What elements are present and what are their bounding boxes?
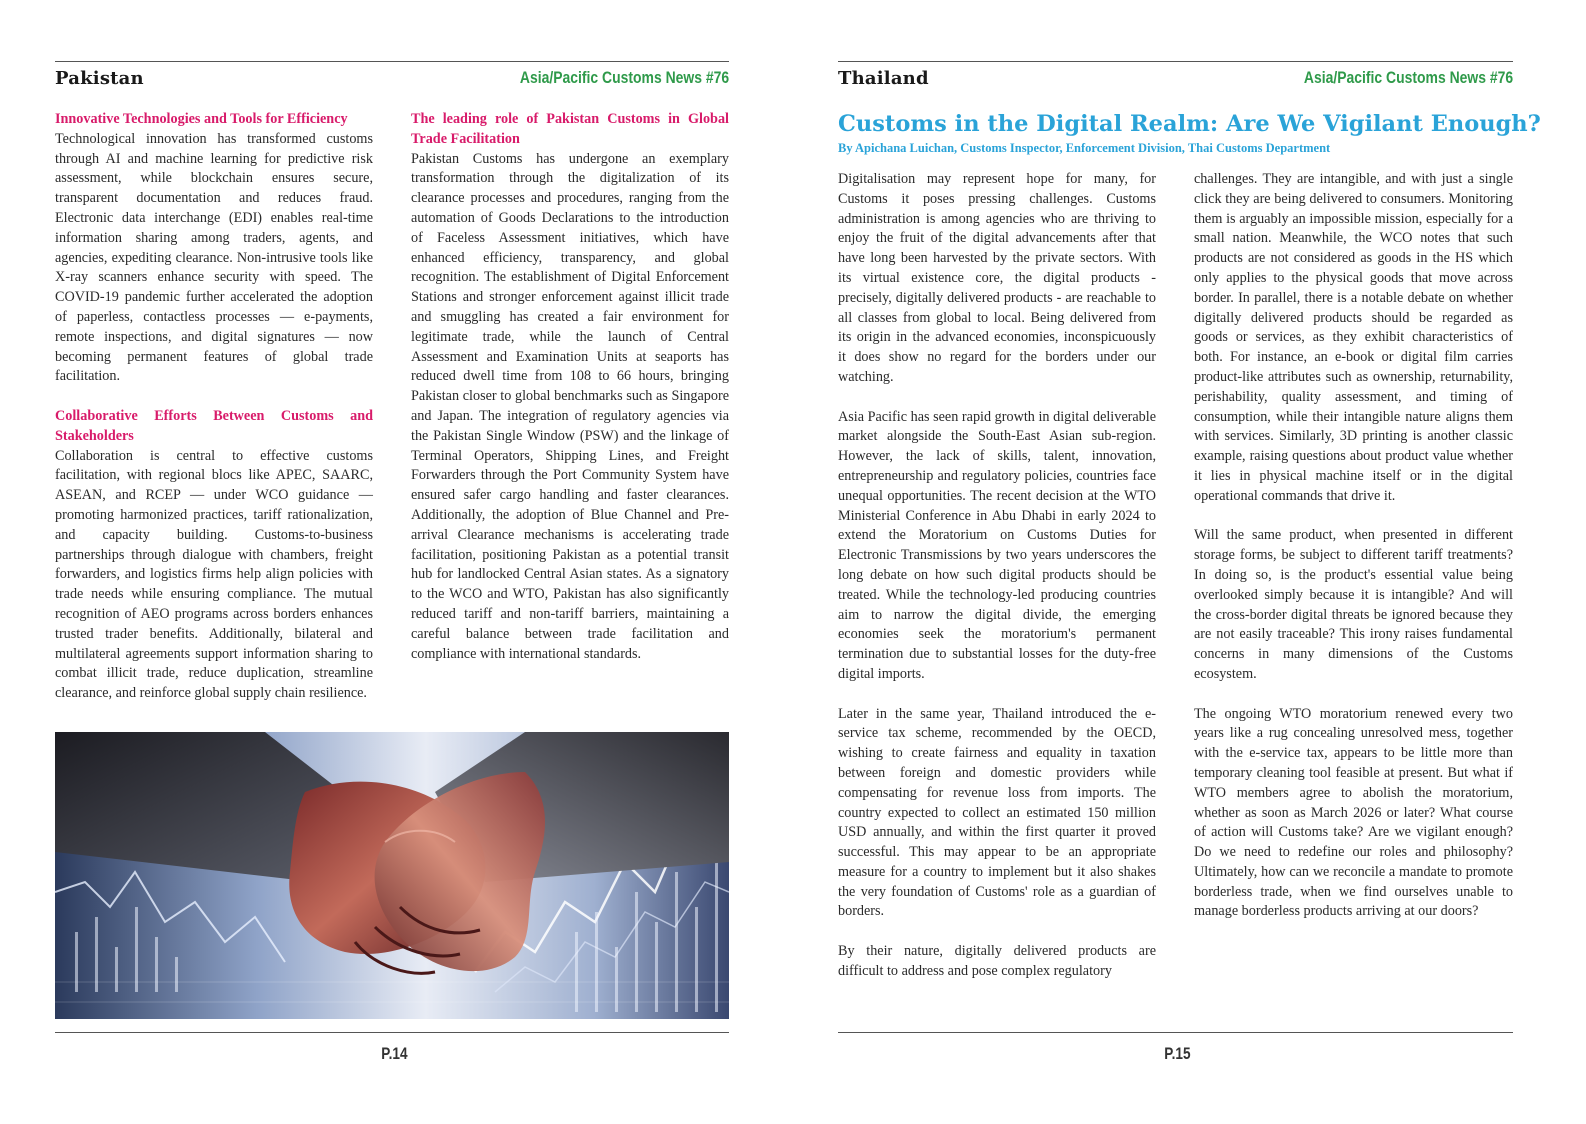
body-paragraph: Pakistan Customs has undergone an exemplary transformation through the digitalization of its clearance processes and procedures, ranging from the automation of Goods Declarations to the introduction of Faceless Assessment initiatives, which have enhanced efficiency, transparency, and global recognition. The establishment of Digital Enforcement Stations and stronger enforcement against illicit trade and smuggling has created a fair environment for legitimate trade, while the launch of Central Assessment and Examination Units at seaports has reduced dwell time from 108 to 66 hours, bringing Pakistan closer to global benchmarks such as Singapore and Japan. The integration of regulatory agencies via the Pakistan Single Window (PSW) and the linkage of Terminal Operators, Shipping Lines, and Freight Forwarders through the Port Community System have ensured safer cargo handling and faster clearances. Additionally, the adoption of Blue Channel and Pre-arrival Clearance mechanisms is accelerating trade facilitation, positioning Pakistan as a potential transit hub for landlocked Central Asian states. As a signatory to the WCO and WTO, Pakistan has also significantly reduced tariff and non-tariff barriers, maintaining a careful balance between trade facilitation and compliance with international standards. — [411, 150, 729, 662]
body-paragraph: Later in the same year, Thailand introduced the e-service tax scheme, recommended by the OECD, wishing to create fairness and equality in taxation between foreign and domestic providers while compensating for revenue loss from imports. The country expected to collect an estimated 150 million USD annually, and within the first quarter it proved successful. This may appear to be an appropriate measure for a country to implement but it also shakes the very foundation of Customs' role as a guardian of borders. — [838, 705, 1156, 920]
top-rule — [55, 61, 729, 62]
section-heading: Collaborative Efforts Between Customs and Stakeholders — [55, 407, 373, 444]
masthead: Asia/Pacific Customs News #76 — [1303, 68, 1513, 87]
top-rule — [838, 61, 1513, 62]
page-number: P.15 — [1164, 1044, 1191, 1063]
page-right — [793, 0, 1586, 1124]
body-paragraph: Technological innovation has transformed customs through AI and machine learning for predictive risk assessment, while blockchain ensures secure, transparent documentation and reduces fraud. Electronic data interchange (EDI) enables real-time information sharing among traders, agents, and agencies, expediting clearance. Non-intrusive tools like X-ray scanners enhance security with speed. The COVID-19 pandemic further accelerated the adoption of paperless, contactless processes — e-payments, remote inspections, and digital signatures — now becoming permanent features of global trade facilitation. — [55, 130, 373, 385]
body-paragraph: Asia Pacific has seen rapid growth in digital deliverable market alongside the South-East Asian sub-region. However, the lack of skills, talent, innovation, entrepreneurship and regulatory policies, countries face unequal opportunities. The recent decision at the WTO Ministerial Conference in Abu Dhabi in early 2024 to extend the Moratorium on Customs Duties for Electronic Transmissions by two years underscores the long debate on how such digital products should be treated. While the technology-led producing countries aim to narrow the digital divide, the emerging economies seek the moratorium's permanent termination due to substantial losses for the duty-free digital imports. — [838, 408, 1156, 682]
column-2 — [1194, 170, 1513, 922]
page-number: P.14 — [381, 1044, 408, 1063]
body-paragraph: The ongoing WTO moratorium renewed every two years like a rug concealing unresolved mess, together with the e-service tax, appears to be little more than temporary cleaning tool feasible at present. But what if WTO members agree to abolish the moratorium, whether as soon as March 2026 or later? What course of action will Customs take? Are we vigilant enough? Do we need to redefine our roles and philosophy? Ultimately, how can we reconcile a mandate to promote borderless trade, when we find ourselves unable to manage borderless products arriving at our doors? — [1194, 705, 1513, 920]
masthead: Asia/Pacific Customs News #76 — [519, 68, 729, 87]
section-name: Thailand — [838, 68, 929, 89]
bottom-rule — [838, 1032, 1513, 1033]
article-byline: By Apichana Luichan, Customs Inspector, Enforcement Division, Thai Customs Department — [838, 141, 1331, 155]
section-heading: Innovative Technologies and Tools for Efficiency — [55, 111, 348, 127]
column-1 — [838, 170, 1156, 982]
body-paragraph: Will the same product, when presented in different storage forms, be subject to different tariff treatments? In doing so, is the product's essential value being overlooked simply because it is intangible? And will the cross-border digital threats be ignored because they are not easily traceable? This irony raises fundamental concerns in many dimensions of the Customs ecosystem. — [1194, 527, 1513, 682]
handshake-illustration — [55, 732, 729, 1019]
article-title: Customs in the Digital Realm: Are We Vigilant Enough? — [838, 111, 1541, 137]
section-name: Pakistan — [55, 68, 144, 89]
handshake-image — [55, 732, 729, 1019]
section-heading: The leading role of Pakistan Customs in Global Trade Facilitation — [411, 111, 729, 147]
body-paragraph: challenges. They are intangible, and with just a single click they are being delivered to consumers. Monitoring them is arguably an impossible mission, especially for a small nation. Meanwhile, the WCO notes that such products are not considered as goods in the HS which only applies to the physical goods that move across border. In parallel, there is a notable debate on whether digitally delivered products should be regarded as goods or services, as they exhibit characteristics of both. For instance, an e-book or digital film carries product-like attributes such as ownership, returnability, perishability, quality assessment, and timing of consumption, while their intangible nature aligns them with services. Similarly, 3D printing is another classic example, raising questions about product value whether it lies in physical machine itself or in the digital operational commands that drive it. — [1194, 171, 1513, 504]
body-paragraph: Collaboration is central to effective customs facilitation, with regional blocs like APEC, SAARC, ASEAN, and RCEP — under WCO guidance — promoting harmonized practices, tariff rationalization, and capacity building. Customs-to-business partnerships through dialogue with chambers, freight forwarders, and logistics firms help align policies with trade needs while ensuring compliance. The mutual recognition of AEO programs across borders enhances trusted trader benefits. Additionally, bilateral and multilateral agreements support information sharing to combat illicit trade, reduce duplication, streamline clearance, and reinforce global supply chain resilience. — [55, 447, 373, 702]
column-1 — [55, 110, 373, 704]
body-paragraph: By their nature, digitally delivered products are difficult to address and pose complex regulatory — [838, 943, 1156, 979]
body-paragraph: Digitalisation may represent hope for many, for Customs it poses pressing challenges. Customs administration is among agencies who are thriving to enjoy the fruit of the digital advancements after that have long been harvested by the private sectors. With its virtual existence core, the digital products - precisely, digitally delivered products - are reachable to all classes from global to local. Being delivered from its origin in the advanced economies, inconspicuously it does show no regard for the borders under our watching. — [838, 171, 1156, 385]
column-2 — [411, 110, 729, 664]
bottom-rule — [55, 1032, 729, 1033]
